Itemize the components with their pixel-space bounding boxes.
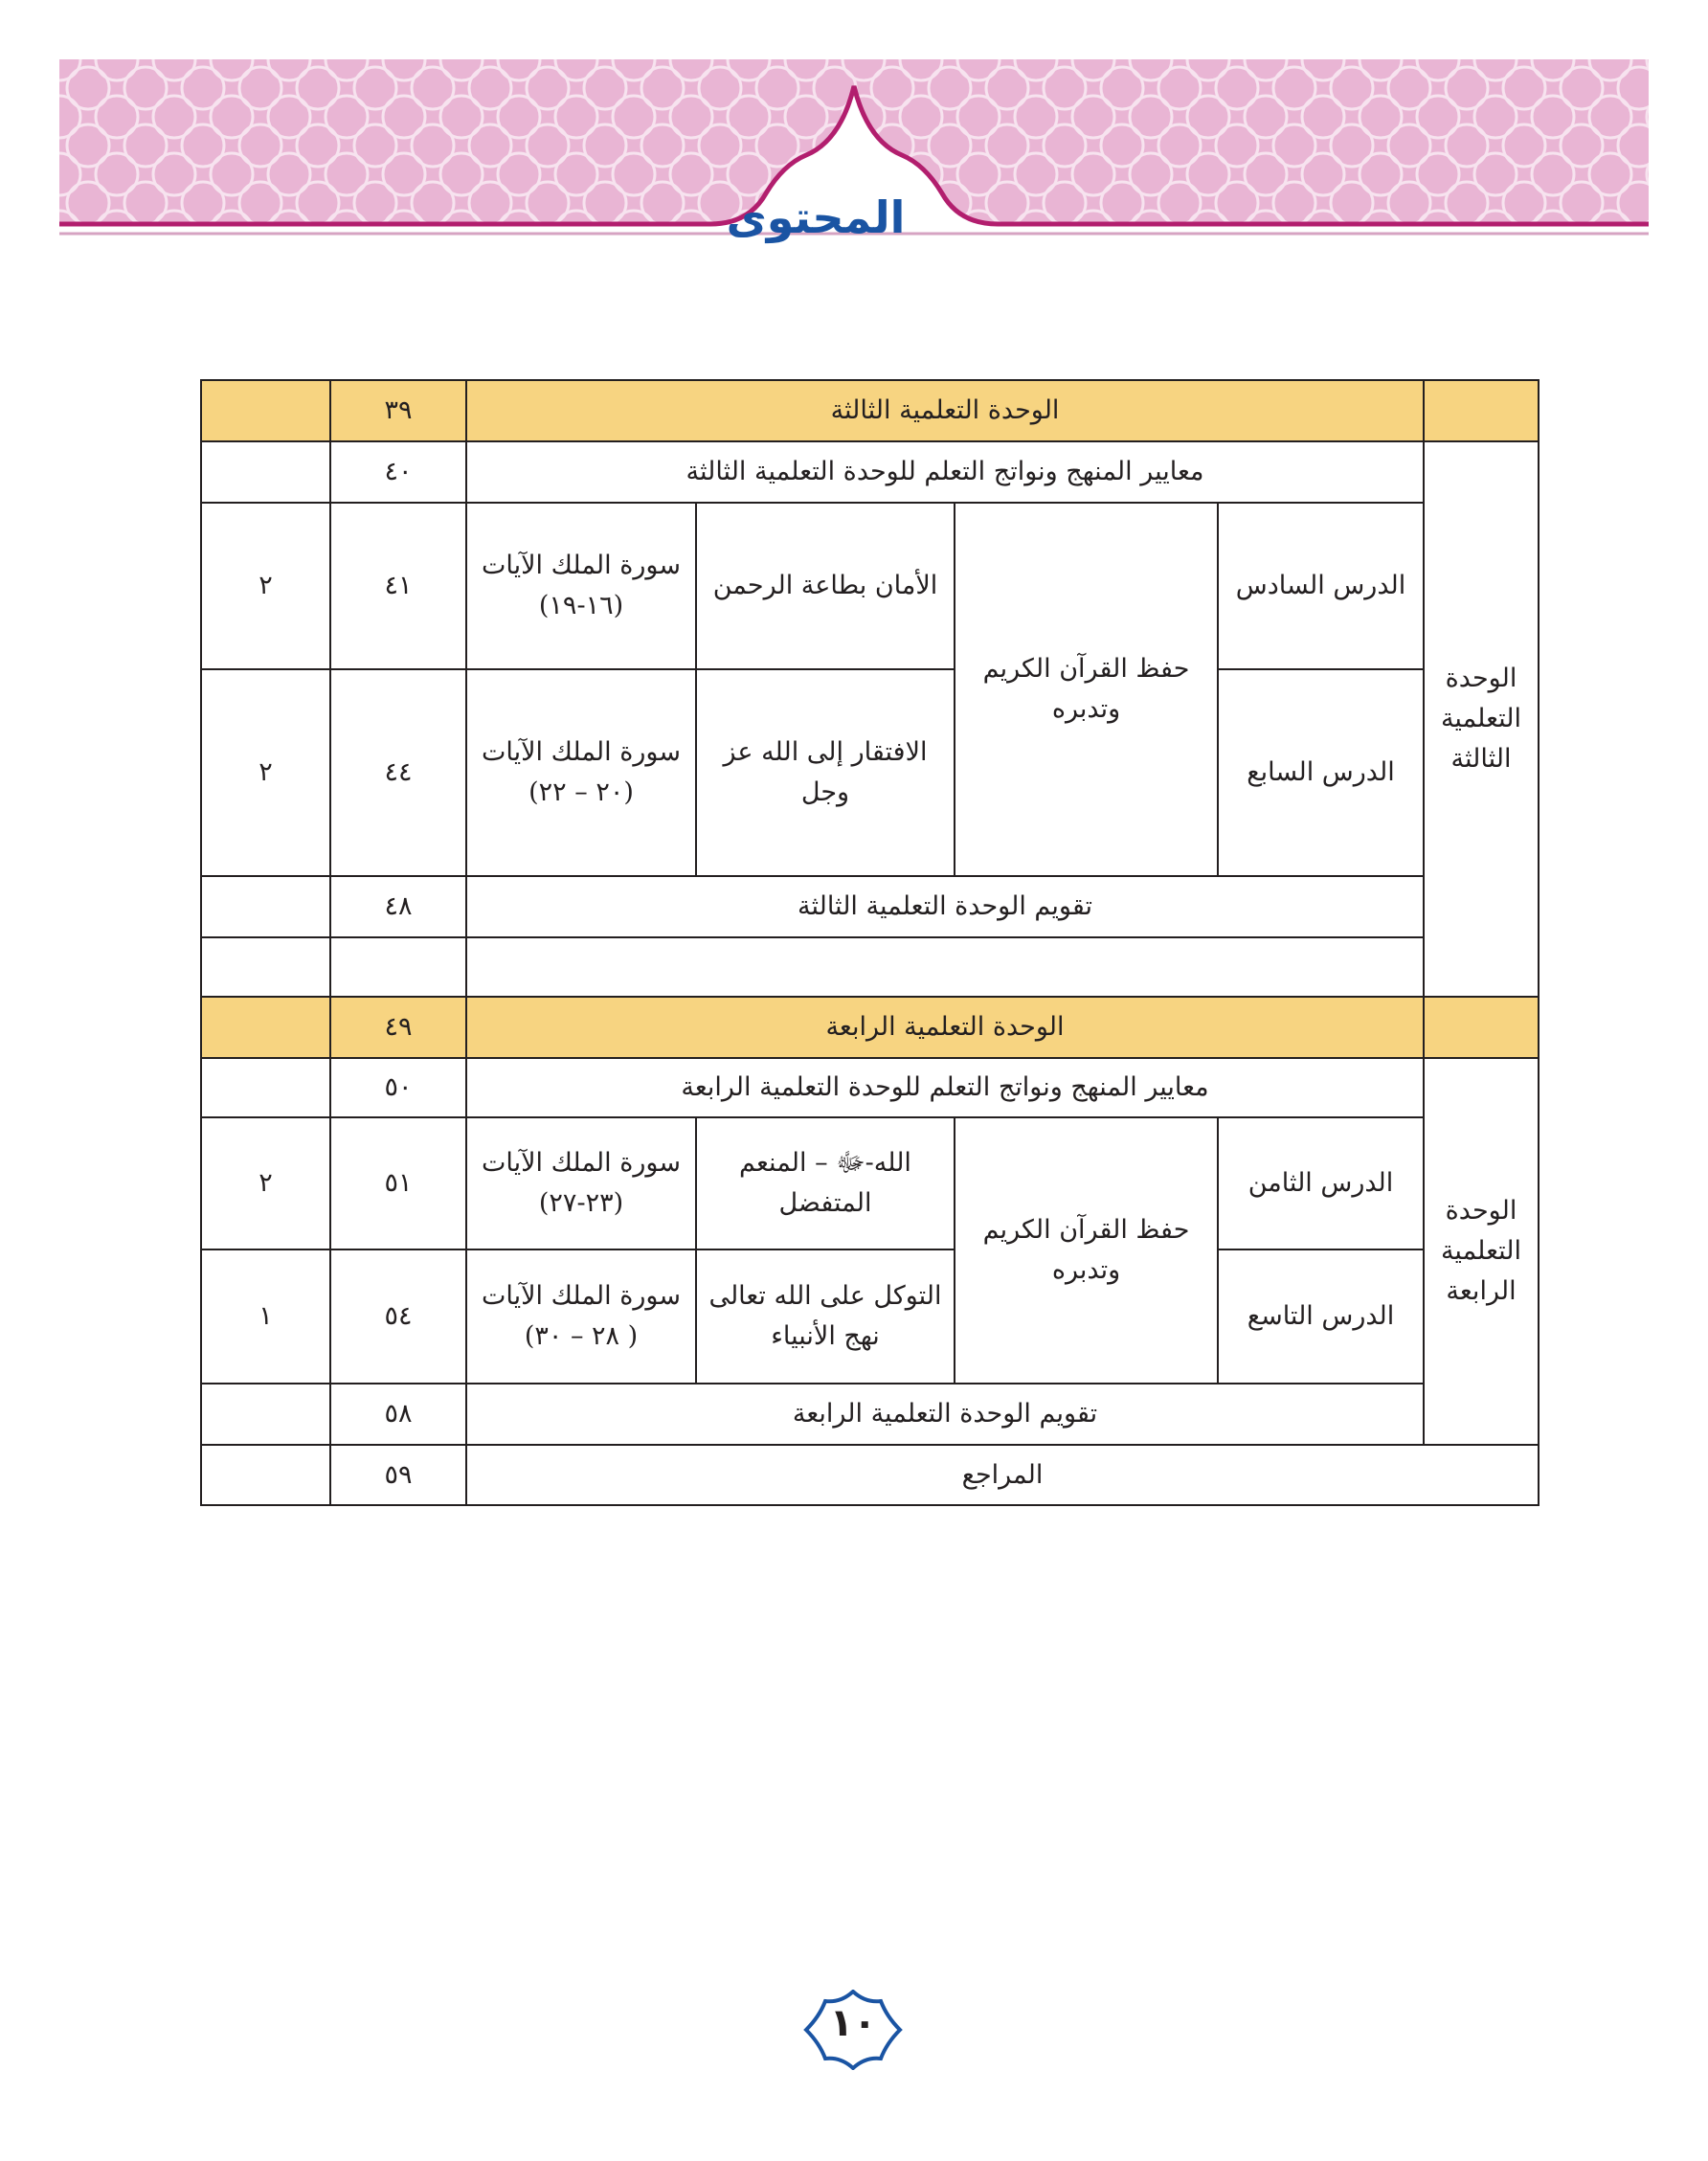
unit-3-evaluation-count — [201, 876, 330, 937]
lesson-8-topic: الله-ﷻ – المنعم المتفضل — [696, 1117, 955, 1249]
lesson-7-topic: الافتقار إلى الله عز وجل — [696, 669, 955, 876]
unit-4-standards-row — [201, 1058, 1539, 1117]
lesson-9-name: الدرس التاسع — [1218, 1249, 1424, 1384]
lesson-7-source: سورة الملك الآيات (٢٠ – ٢٢) — [466, 669, 696, 876]
lesson-8-name: الدرس الثامن — [1218, 1117, 1424, 1249]
unit-4-standards-text: معايير المنهج ونواتج التعلم للوحدة التعلمية الرابعة — [466, 1058, 1424, 1117]
references-count — [201, 1445, 330, 1505]
lesson-6-page: ٤١ — [330, 503, 466, 669]
lesson-8-source: سورة الملك الآيات (٢٣-٢٧) — [466, 1117, 696, 1249]
lesson-6-source: سورة الملك الآيات (١٦-١٩) — [466, 503, 696, 669]
lesson-7-row — [201, 669, 1539, 876]
unit-4-header-row — [201, 997, 1539, 1058]
lesson-6-count: ٢ — [201, 503, 330, 669]
references-text: المراجع — [466, 1445, 1539, 1505]
unit-3-evaluation-text: تقويم الوحدة التعلمية الثالثة — [466, 876, 1424, 937]
unit-4-standards-count — [201, 1058, 330, 1117]
spacer-count — [201, 937, 330, 997]
unit-3-title: الوحدة التعلمية الثالثة — [466, 380, 1424, 441]
unit-4-side-header — [1424, 997, 1539, 1058]
lesson-9-count: ١ — [201, 1249, 330, 1384]
lesson-7-name: الدرس السابع — [1218, 669, 1424, 876]
unit-3-count — [201, 380, 330, 441]
lesson-9-source: سورة الملك الآيات ( ٢٨ – ٣٠) — [466, 1249, 696, 1384]
spacer-page — [330, 937, 466, 997]
lesson-9-row — [201, 1249, 1539, 1384]
unit-4-evaluation-text: تقويم الوحدة التعلمية الرابعة — [466, 1384, 1424, 1445]
unit-4-side-label: الوحدة التعلمية الرابعة — [1424, 1058, 1539, 1445]
unit-4-title: الوحدة التعلمية الرابعة — [466, 997, 1424, 1058]
lesson-8-row — [201, 1117, 1539, 1249]
unit-3-standards-count — [201, 441, 330, 503]
references-page: ٥٩ — [330, 1445, 466, 1505]
lesson-7-count: ٢ — [201, 669, 330, 876]
unit-4-count — [201, 997, 330, 1058]
lesson-8-count: ٢ — [201, 1117, 330, 1249]
unit-4-evaluation-row — [201, 1384, 1539, 1445]
lesson-8-page: ٥١ — [330, 1117, 466, 1249]
page-number: ١٠ — [829, 2001, 877, 2045]
unit-3-header-row — [201, 380, 1539, 441]
unit-3-standards-text: معايير المنهج ونواتج التعلم للوحدة التعلمية الثالثة — [466, 441, 1424, 503]
spacer-row — [201, 937, 1539, 997]
references-row — [201, 1445, 1539, 1505]
unit-3-page: ٣٩ — [330, 380, 466, 441]
lesson-9-page: ٥٤ — [330, 1249, 466, 1384]
unit-3-evaluation-page: ٤٨ — [330, 876, 466, 937]
unit-4-standards-page: ٥٠ — [330, 1058, 466, 1117]
unit-3-side-header — [1424, 380, 1539, 441]
lesson-6-name: الدرس السادس — [1218, 503, 1424, 669]
page-title: المحتوى — [726, 191, 906, 243]
spacer-cell — [466, 937, 1424, 997]
unit-3-side-label: الوحدة التعلمية الثالثة — [1424, 441, 1539, 997]
unit-3-standards-page: ٤٠ — [330, 441, 466, 503]
unit-3-domain: حفظ القرآن الكريم وتدبره — [955, 503, 1218, 876]
contents-table — [200, 379, 1539, 1506]
lesson-9-topic: التوكل على الله تعالى نهج الأنبياء — [696, 1249, 955, 1384]
lesson-6-topic: الأمان بطاعة الرحمن — [696, 503, 955, 669]
unit-4-evaluation-page: ٥٨ — [330, 1384, 466, 1445]
unit-4-page: ٤٩ — [330, 997, 466, 1058]
unit-3-evaluation-row — [201, 876, 1539, 937]
unit-4-domain: حفظ القرآن الكريم وتدبره — [955, 1117, 1218, 1384]
unit-4-evaluation-count — [201, 1384, 330, 1445]
unit-3-standards-row — [201, 441, 1539, 503]
lesson-7-page: ٤٤ — [330, 669, 466, 876]
lesson-6-row — [201, 503, 1539, 669]
